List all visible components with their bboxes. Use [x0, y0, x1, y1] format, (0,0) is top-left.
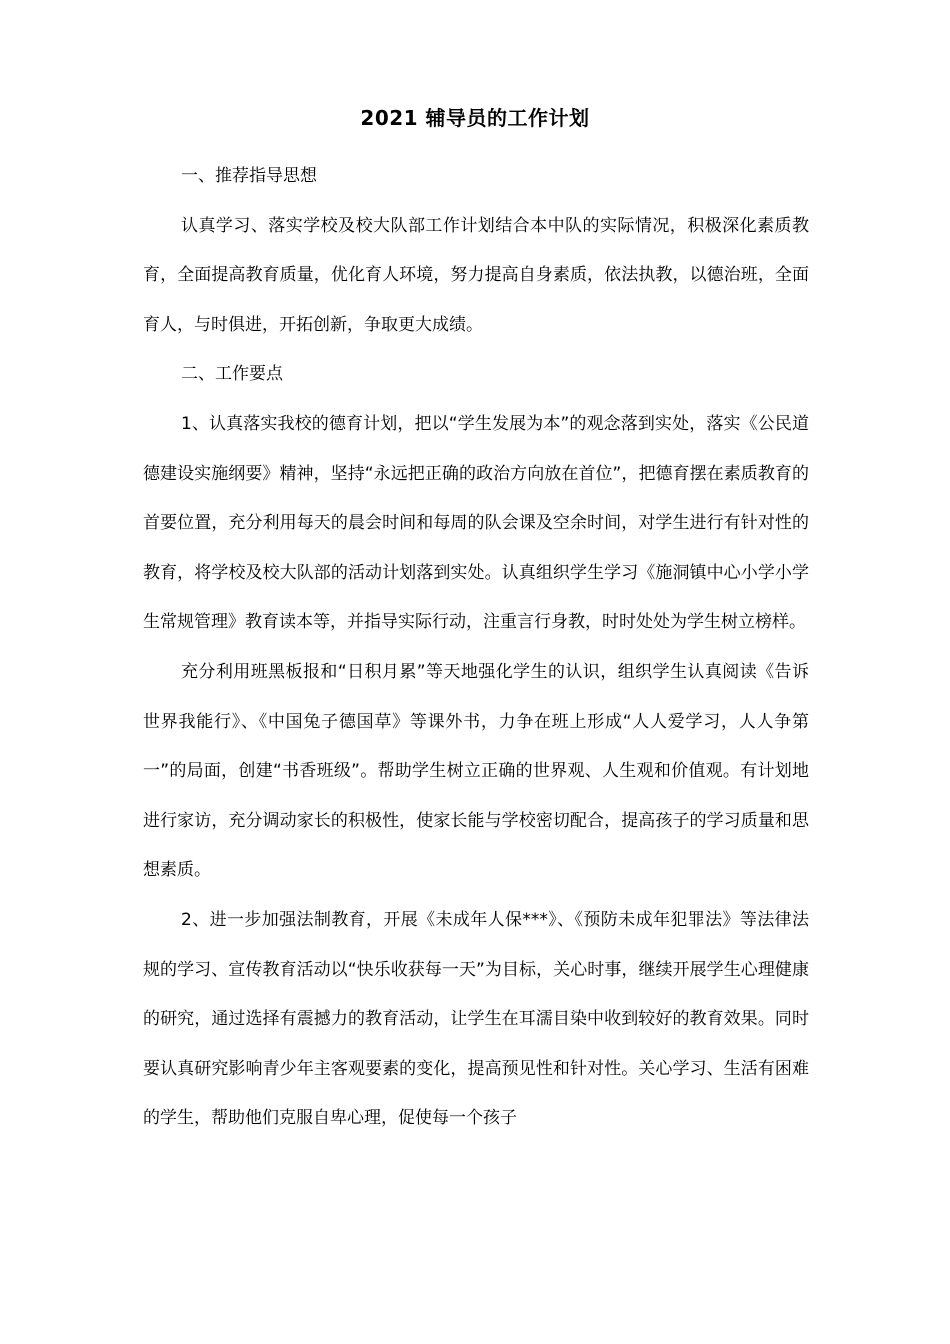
- paragraph-3: 充分利用班黑板报和“日积月累”等天地强化学生的认识，组织学生认真阅读《告诉世界我能行》、《中国兔子德国草》等课外书，力争在班上形成“人人爱学习，人人争第一”的局面，创建“书香班级”。帮助学生树立正确的世界观、人生观和价值观。有计划地进行家访，充分调动家长的积极性，使家长能与学校密切配合，提高孩子的学习质量和思想素质。: [143, 661, 809, 881]
- paragraph-4: 2、进一步加强法制教育，开展《未成年人保***》、《预防未成年犯罪法》等法律法规的学习、宣传教育活动以“快乐收获每一天”为目标，关心时事，继续开展学生心理健康的研究，通过选择有震撼力的教育活动，让学生在耳濡目染中收到较好的教育效果。同时要认真研究影响青少年主客观要素的变化，提高预见性和针对性。关心学习、生活有困难的学生，帮助他们克服自卑心理，促使每一个孩子: [143, 909, 809, 1129]
- paragraph-1: 认真学习、落实学校及校大队部工作计划结合本中队的实际情况，积极深化素质教育，全面提高教育质量，优化育人环境，努力提高自身素质，依法执教，以德治班，全面育人，与时俱进，开拓创新，争取更大成绩。: [143, 215, 809, 335]
- section-heading-2: 二、工作要点: [181, 364, 283, 385]
- document-title: 2021 辅导员的工作计划: [360, 106, 590, 130]
- paragraph-2: 1、认真落实我校的德育计划，把以“学生发展为本”的观念落到实处，落实《公民道德建设实施纲要》精神，坚持“永远把正确的政治方向放在首位”，把德育摆在素质教育的首要位置，充分利用每天的晨会时间和每周的队会课及空余时间，对学生进行有针对性的教育，将学校及校大队部的活动计划落到实处。认真组织学生学习《施洞镇中心小学小学生常规管理》教育读本等，并指导实际行动，注重言行身教，时时处处为学生树立榜样。: [143, 413, 809, 633]
- section-heading-1: 一、推荐指导思想: [181, 166, 317, 186]
- document-body: [143, 152, 809, 1144]
